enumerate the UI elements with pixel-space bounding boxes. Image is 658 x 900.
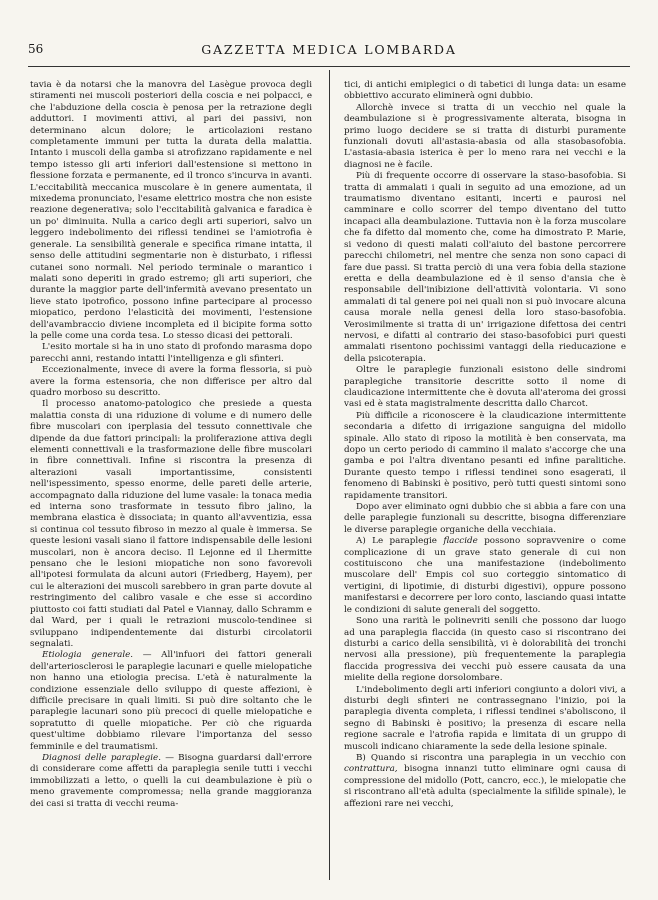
- paragraph: tavia è da notarsi che la manovra del Lasègue provoca degli stiramenti nei muscoli posteriori della coscia e nei polpacci, e che l'abduzione della coscia è penosa per la retrazione degli adduttori. I movimenti attivi, al pari dei passivi, non determinano alcun dolore; le articolazioni restano completamente immuni per tutta la durata della malattia. Intanto i muscoli della gamba si atrofizzano rapidamente e nel tempo istesso gli arti inferiori dall'estensione si mettono in flessione forzata e permanente, ed il tronco s'incurva in avanti. L'eccitabilità meccanica muscolare è in genere aumentata, il mixedema pronunciato, l'esame elettrico mostra che non esiste reazione degenerativa; solo l'eccitabilità galvanica e faradica è un po' diminuita. Nulla a carico degli arti superiori, salvo un leggero indebolimento dei riflessi tendinei se l'amiotrofia è generale. La sensibilità generale e specifica rimane intatta, il senso delle attitudini segmentarie non è disturbato, i riflessi cutanei sono normali. Nel periodo terminale o marantico i malati sono deperiti in grado estremo; gli arti superiori, che durante la maggior parte dell'infermità avevano presentato un lieve stato ipotrofico, possono infine partecipare al processo miopatico, perdono l'elasticità dei movimenti, l'estensione dell'avambraccio diviene incompleta ed il bicipite forma sotto la pelle come una corda tesa. Lo stesso dicasi dei pettorali.: [30, 80, 312, 341]
- page-header: [28, 38, 630, 67]
- section-heading: Diagnosi delle paraplegie.: [42, 752, 161, 763]
- paragraph: Dopo aver eliminato ogni dubbio che si abbia a fare con una delle paraplegie funzionali su descritte, bisogna differenziare le diverse paraplegie organiche della vecchiaia.: [344, 502, 626, 535]
- paragraph: B) Quando si riscontra una paraplegia in un vecchio con contrattura, bisogna innanzi tutto eliminare ogni causa di compressione del midollo (Pott, cancro, ecc.), le mielopatie che si riscontrano all'età adulta (specialmente la sifilide spinale), le affezioni rare nei vecchi,: [344, 752, 626, 809]
- column-divider: [329, 70, 330, 880]
- paragraph: Oltre le paraplegie funzionali esistono delle sindromi paraplegiche transitorie descritte sotto il nome di claudicazione intermittente che è dovuta all'ateroma dei grossi vasi ed è stata magistralmente descritta dallo Charcot.: [344, 365, 626, 410]
- paragraph: Più di frequente occorre di osservare la staso-basofobia. Si tratta di ammalati i quali in seguito ad una emozione, ad un traumatismo diventano esitanti, incerti e paurosi nel camminare e collo scorrer del tempo diventano del tutto incapaci alla deambulazione. Tuttavia non è la forza muscolare che fa difetto dal momento che, come ha dimostrato P. Marie, si vedono di questi malati coll'aiuto del bastone percorrere parecchi chilometri, nel mentre che senza non sono capaci di fare due passi. Si tratta perciò di una vera fobia della stazione eretta e della deambulazione ed è il senso d'ansia che è responsabile dell'inibizione dell'attività volontaria. Vi sono ammalati di tal genere poi nei quali non si può invocare alcuna causa morale nella genesi della loro staso-basofobia. Verosimilmente si tratta di un' irrigazione difettosa dei centri nervosi, e difatti al contrario dei staso-basofobici puri questi ammalati risentono pochissimi vantaggi della rieducazione e della psicoterapia.: [344, 171, 626, 364]
- paragraph: Eccezionalmente, invece di avere la forma flessoria, si può avere la forma estensoria, che non differisce per altro dal quadro morboso su descritto.: [30, 365, 312, 398]
- right-column: [344, 80, 626, 890]
- paragraph: L'indebolimento degli arti inferiori congiunto a dolori vivi, a disturbi degli sfinteri ne contrassegnano l'inizio, poi la paraplegia diventa completa, i riflessi tendinei s'aboliscono, il segno di Babinski è positivo; la presenza di escare nella regione sacrale e l'atrofia rapida e limitata di un gruppo di muscoli indicano chiaramente la sede della lesione spinale.: [344, 684, 626, 752]
- paragraph: Allorchè invece si tratta di un vecchio nel quale la deambulazione si è progressivamente alterata, bisogna in primo luogo decidere se si tratta di disturbi puramente funzionali dovuti all'astasia-abasia od alla stasobasofobia. L'astasia-abasia isterica è per lo meno rara nei vecchi e la diagnosi ne è facile.: [344, 102, 626, 170]
- emphasis: contrattura,: [344, 764, 398, 775]
- paragraph: Sono una rarità le polinevriti senili che possono dar luogo ad una paraplegia flaccida (in questo caso si riscontrano dei disturbi a carico della sensibilità, vi è dolorabilità dei tronchi nervosi alla pressione), più frequentemente la paraplegia flaccida progressiva dei vecchi può essere causata da una mielite della regione dorsolombare.: [344, 616, 626, 684]
- paragraph: Più difficile a riconoscere è la claudicazione intermittente secondaria a difetto di irrigazione sanguigna del midollo spinale. Allo stato di riposo la motilità è ben conservata, ma dopo un certo periodo di cammino il malato s'accorge che una gamba e poi l'altra diventano pesanti ed infine paralitiche. Durante questo tempo i riflessi tendinei sono esagerati, il fenomeno di Babinski è positivo, però tutti questi sintomi sono rapidamente transitori.: [344, 410, 626, 501]
- paragraph: Etiologia generale. — All'infuori dei fattori generali dell'arteriosclerosi le paraplegie lacunari e quelle mielopatiche non hanno una etiologia precisa. L'età è naturalmente la condizione essenziale dello sviluppo di queste affezioni, è difficile precisare in quali limiti. Si può dire soltanto che le paraplegie lacunari sono più precoci di quelle mielopatiche e sopratutto di quelle miopatiche. Per ciò che riguarda quest'ultime dobbiamo rilevare l'importanza del sesso femminile e del traumatismi.: [30, 650, 312, 752]
- paragraph: tici, di antichi emiplegici o di tabetici di lunga data: un esame obbiettivo accurato eliminerà ogni dubbio.: [344, 80, 626, 102]
- page-number: 56: [28, 42, 44, 56]
- left-column: [30, 80, 312, 890]
- paragraph: Diagnosi delle paraplegie. — Bisogna guardarsi dall'errore di considerare come affetti da paraplegia senile tutti i vecchi immobilizzati a letto, o quelli la cui deambulazione è più o meno gravemente compromessa; nella grande maggioranza dei casi si tratta di vecchi reuma-: [30, 752, 312, 809]
- paragraph: A) Le paraplegie flaccide possono sopravvenire o come complicazione di un grave stato generale di cui non costituiscono che una manifestazione (indebolimento muscolare dell' Empis col suo corteggio sintomatico di vertigini, di lipotimie, di disturbi digestivi), oppure possono manifestarsi e decorrere per loro conto, lasciando quasi intatte le condizioni di salute generali del soggetto.: [344, 536, 626, 615]
- paragraph: Il processo anatomo-patologico che presiede a questa malattia consta di una riduzione di volume e di numero delle fibre muscolari con iperplasia del tessuto connettivale che dipende da due fattori principali: la proliferazione attiva degli elementi connettivali e la trasformazione delle fibre muscolari in fibre connettivali. Infine si riscontra la presenza di alterazioni vasali importantissime, consistenti nell'ispessimento, spesso enorme, delle pareti delle arterie, accompagnato dalla riduzione del lume vasale: la tonaca media ed interna sono trasformate in tessuto fibro jalino, la membrana elastica è dissociata; in quanto all'avventizia, essa si continua col tessuto fibroso in mezzo al quale è immersa. Se queste lesioni vasali siano il fattore indispensabile delle lesioni muscolari, non è ancora deciso. Il Lejonne ed il Lhermitte pensano che le lesioni miopatiche non sono favorevoli all'ipotesi formulata da alcuni autori (Friedberg, Hayem), per cui le alterazioni dei muscoli sarebbero in gran parte dovute al restringimento del calibro vasale e che esse si accordino piuttosto coi fatti studiati dal Patel e Viannay, dallo Schramm e dal Ward, per i quali le retrazioni muscolo-tendinee si sviluppano indipendentemente dai disturbi circolatorii segnalati.: [30, 399, 312, 649]
- paragraph: L'esito mortale si ha in uno stato di profondo marasma dopo parecchi anni, restando intatti l'intelligenza e gli sfinteri.: [30, 342, 312, 364]
- emphasis: flaccide: [443, 536, 478, 547]
- section-heading: Etiologia generale.: [42, 650, 134, 661]
- journal-title: GAZZETTA MEDICA LOMBARDA: [201, 42, 457, 57]
